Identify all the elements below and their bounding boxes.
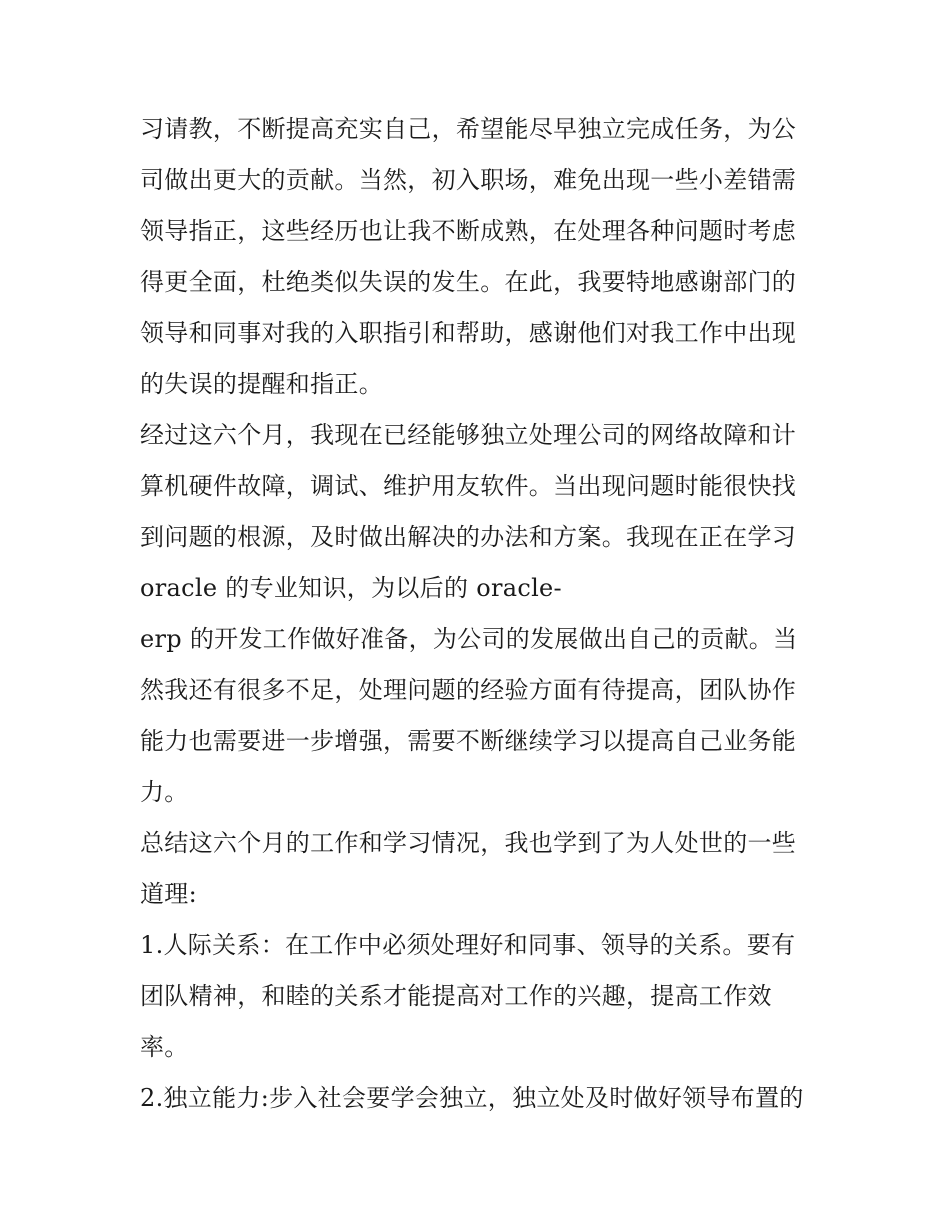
text-line: 能力也需要进一步增强，需要不断继续学习以提高自己业务能 <box>140 727 797 755</box>
text-line: 然我还有很多不足，处理问题的经验方面有待提高，团队协作 <box>140 676 797 704</box>
text-line: 率。 <box>140 1033 189 1061</box>
text-line: 得更全面，杜绝类似失误的发生。在此，我要特地感谢部门的 <box>140 268 797 296</box>
text-line: 司做出更大的贡献。当然，初入职场，难免出现一些小差错需 <box>140 166 797 194</box>
text-line: 2.独立能力:步入社会要学会独立，独立处及时做好领导布置的 <box>140 1084 804 1112</box>
text-line: 的失误的提醒和指正。 <box>140 370 383 398</box>
text-line: 领导和同事对我的入职指引和帮助，感谢他们对我工作中出现 <box>140 319 797 347</box>
text-line: 1.人际关系：在工作中必须处理好和同事、领导的关系。要有 <box>140 931 796 959</box>
text-line: erp 的开发工作做好准备，为公司的发展做出自己的贡献。当 <box>140 625 798 653</box>
text-line: 领导指正，这些经历也让我不断成熟，在处理各种问题时考虑 <box>140 217 797 245</box>
text-line: 总结这六个月的工作和学习情况，我也学到了为人处世的一些 <box>140 829 797 857</box>
document-body <box>140 104 820 1124</box>
text-line: 习请教，不断提高充实自己，希望能尽早独立完成任务，为公 <box>140 115 797 143</box>
text-line: 到问题的根源，及时做出解决的办法和方案。我现在正在学习 <box>140 523 797 551</box>
text-line: oracle 的专业知识，为以后的 oracle- <box>140 574 562 602</box>
text-line: 算机硬件故障，调试、维护用友软件。当出现问题时能很快找 <box>140 472 797 500</box>
text-line: 力。 <box>140 778 189 806</box>
text-line: 道理: <box>140 880 197 908</box>
text-line: 团队精神，和睦的关系才能提高对工作的兴趣，提高工作效 <box>140 982 772 1010</box>
text-line: 经过这六个月，我现在已经能够独立处理公司的网络故障和计 <box>140 421 797 449</box>
